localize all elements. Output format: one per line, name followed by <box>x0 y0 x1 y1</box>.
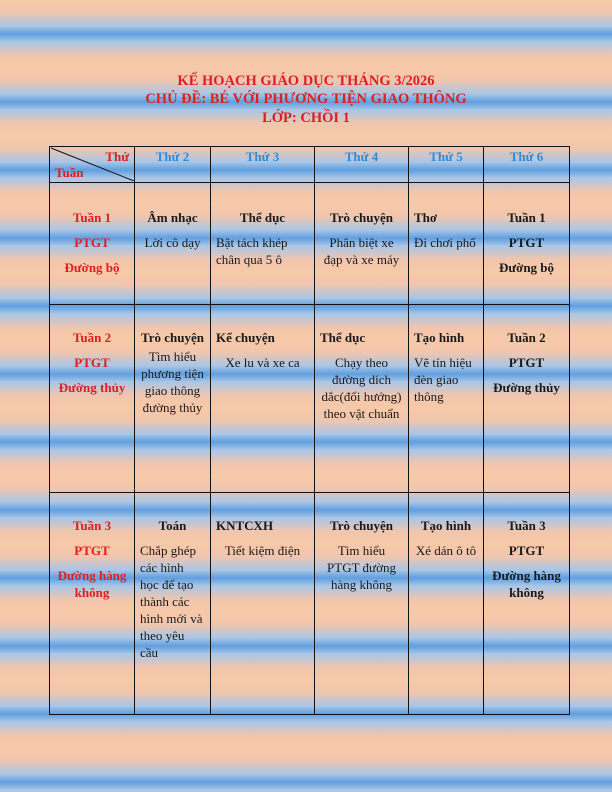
day-header-fri: Thứ 6 <box>484 147 570 183</box>
week-cell <box>50 183 135 305</box>
activity-category: Tạo hình <box>414 330 465 345</box>
week-subtopic: Đường thủy <box>493 380 560 395</box>
activity-category: Toán <box>158 518 187 533</box>
theme-title: CHỦ ĐỀ: BÉ VỚI PHƯƠNG TIỆN GIAO THÔNG <box>145 91 467 107</box>
day-header-wed: Thứ 4 <box>315 147 409 183</box>
activity-cell <box>409 305 484 493</box>
activity-text: Vẽ tín hiệu đèn giao thông <box>414 355 472 404</box>
activity-category: Thể dục <box>320 330 366 345</box>
activity-cell <box>135 183 211 305</box>
friday-cell <box>484 493 570 715</box>
activity-category: Tạo hình <box>420 518 472 533</box>
activity-text: Chạy theo đường dích dắc(đổi hướng) theo vật chuẩn <box>321 355 402 421</box>
schedule-table <box>49 146 570 715</box>
week-subtopic: Đường hàng không <box>492 568 561 600</box>
header-row <box>50 147 570 183</box>
activity-category: Thể dục <box>239 210 286 225</box>
week-topic: PTGT <box>508 235 545 250</box>
table-row <box>50 183 570 305</box>
week-subtopic: Đường bộ <box>498 260 555 275</box>
week-number: Tuần 3 <box>507 518 546 533</box>
activity-cell <box>211 183 315 305</box>
activity-category: Âm nhạc <box>147 210 198 225</box>
day-header-tue: Thứ 3 <box>211 147 315 183</box>
week-number: Tuần 1 <box>72 210 112 225</box>
day-header-thu: Thứ 5 <box>409 147 484 183</box>
activity-category: Kể chuyện <box>216 330 275 345</box>
table-row <box>50 493 570 715</box>
activity-cell <box>135 493 211 715</box>
activity-text: Phân biệt xe đạp và xe máy <box>323 235 400 267</box>
week-cell <box>50 305 135 493</box>
plan-title: KẾ HOẠCH GIÁO DỤC THÁNG 3/2026 <box>177 73 435 89</box>
activity-cell <box>315 305 409 493</box>
table-row <box>50 305 570 493</box>
activity-category: Trò chuyện <box>330 210 393 225</box>
corner-cell <box>50 147 135 183</box>
activity-text: Bật tách khép chân qua 5 ô <box>216 235 288 267</box>
corner-day-label: Thứ <box>105 149 129 164</box>
activity-text: Xé dán ô tô <box>415 543 477 558</box>
day-header-mon: Thứ 2 <box>135 147 211 183</box>
activity-text: Tìm hiểu phương tiện giao thông đường thủy <box>141 349 204 415</box>
week-topic: PTGT <box>74 235 110 250</box>
friday-cell <box>484 305 570 493</box>
activity-text: Tiết kiệm điện <box>224 543 301 558</box>
week-number: Tuần 3 <box>72 518 112 533</box>
activity-category: KNTCXH <box>216 518 274 533</box>
activity-cell <box>211 305 315 493</box>
activity-category: Trò chuyện <box>141 330 204 345</box>
corner-week-label: Tuần <box>55 165 84 180</box>
week-topic: PTGT <box>74 543 110 558</box>
class-title: LỚP: CHỒI 1 <box>262 110 350 126</box>
week-number: Tuần 2 <box>507 330 546 345</box>
activity-text: Tìm hiểu PTGT đường hàng không <box>327 543 396 592</box>
week-cell <box>50 493 135 715</box>
activity-cell <box>315 493 409 715</box>
week-topic: PTGT <box>74 355 110 370</box>
activity-cell <box>211 493 315 715</box>
activity-cell <box>409 493 484 715</box>
week-subtopic: Đường hàng không <box>57 568 127 600</box>
activity-text: Lời cô dạy <box>144 235 201 250</box>
week-topic: PTGT <box>508 355 545 370</box>
week-subtopic: Đường thủy <box>58 380 126 395</box>
activity-category: Thơ <box>414 210 438 225</box>
activity-cell <box>315 183 409 305</box>
activity-category: Trò chuyện <box>330 518 393 533</box>
friday-cell <box>484 183 570 305</box>
week-topic: PTGT <box>508 543 545 558</box>
activity-text: Chắp ghép các hình học để tạo thành các hình mới và theo yêu cầu <box>140 543 203 660</box>
week-number: Tuần 1 <box>507 210 546 225</box>
activity-text: Xe lu và xe ca <box>225 355 300 370</box>
activity-cell <box>135 305 211 493</box>
week-subtopic: Đường bộ <box>64 260 120 275</box>
activity-text: Đi chơi phố <box>414 235 476 250</box>
activity-cell <box>409 183 484 305</box>
week-number: Tuần 2 <box>72 330 112 345</box>
